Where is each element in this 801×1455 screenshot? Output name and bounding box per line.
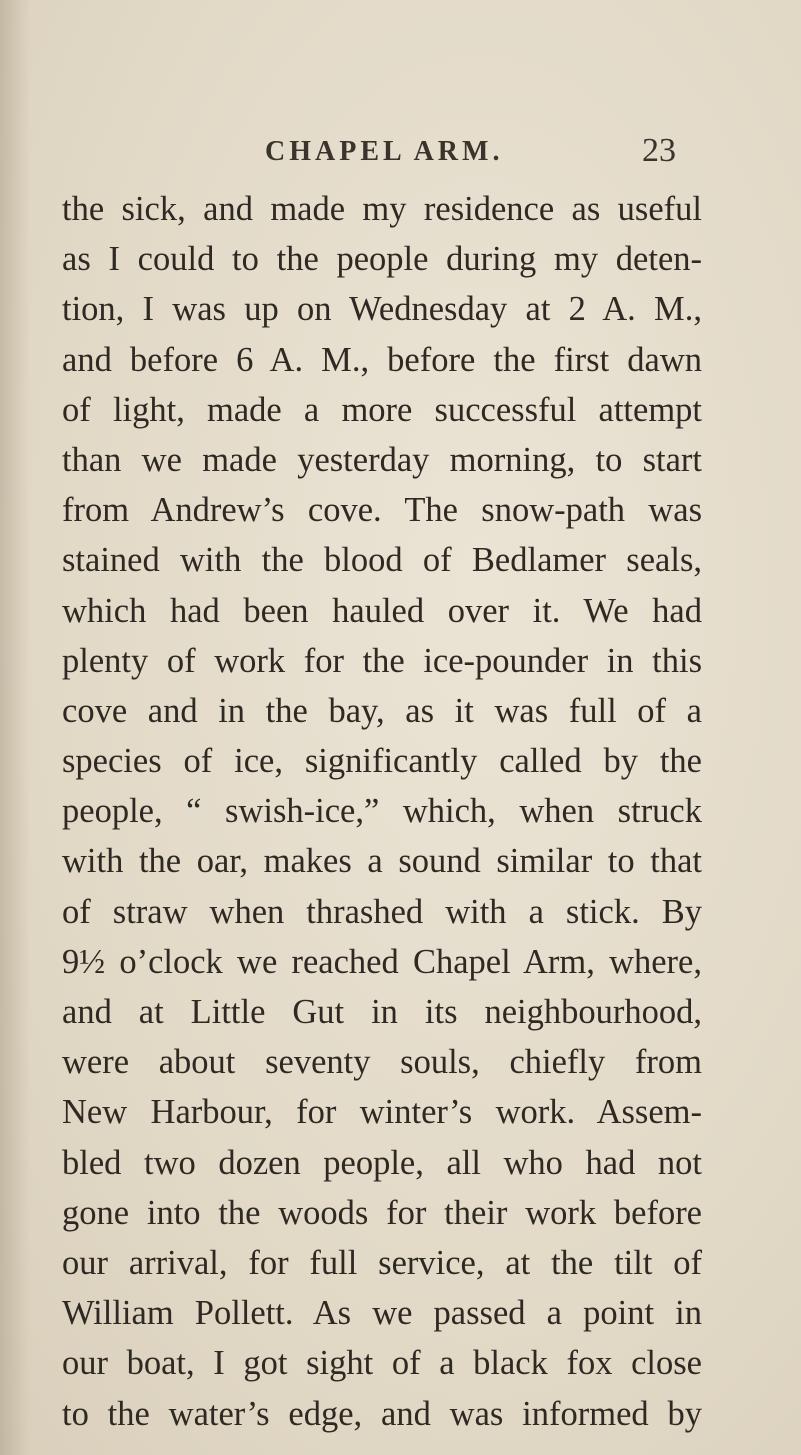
text-line: plenty of work for the ice-pounder in this xyxy=(62,641,702,680)
text-line: New Harbour, for winter’s work. Assem- xyxy=(62,1093,702,1132)
text-line: William Pollett. As we passed a point in xyxy=(62,1294,702,1333)
text-line: and before 6 A. M., before the first dawn xyxy=(62,340,702,379)
text-line: than we made yesterday morning, to start xyxy=(62,440,702,479)
text-line: which had been hauled over it. We had xyxy=(62,591,702,630)
text-line: of straw when thrashed with a stick. By xyxy=(62,892,702,931)
body-text xyxy=(62,184,702,1439)
text-line: and at Little Gut in its neighbourhood, xyxy=(62,993,702,1031)
text-line: bled two dozen people, all who had not xyxy=(62,1143,702,1182)
text-line: our boat, I got sight of a black fox close xyxy=(62,1344,702,1383)
text-line: from Andrew’s cove. The snow-path was xyxy=(62,491,702,530)
text-line: tion, I was up on Wednesday at 2 A. M., xyxy=(62,290,702,329)
text-line: species of ice, significantly called by the xyxy=(62,742,702,781)
text-line: as I could to the people during my deten- xyxy=(62,240,702,279)
text-line: our arrival, for full service, at the tilt of xyxy=(62,1243,702,1282)
text-line: of light, made a more successful attempt xyxy=(62,390,702,429)
text-line: 9½ o’clock we reached Chapel Arm, where, xyxy=(62,942,702,981)
text-line: stained with the blood of Bedlamer seals, xyxy=(62,541,702,580)
text-line: to the water’s edge, and was informed by xyxy=(62,1394,702,1433)
text-line: with the oar, makes a sound similar to that xyxy=(62,842,702,881)
text-line: were about seventy souls, chiefly from xyxy=(62,1043,702,1082)
page-edge-shadow xyxy=(0,0,30,1455)
running-title: CHAPEL ARM. xyxy=(265,136,504,167)
text-line: the sick, and made my residence as useful xyxy=(62,190,702,228)
text-line: cove and in the bay, as it was full of a xyxy=(62,691,702,730)
page-number: 23 xyxy=(642,132,676,169)
text-line: people, “ swish-ice,” which, when struck xyxy=(62,792,702,831)
text-line: gone into the woods for their work before xyxy=(62,1193,702,1232)
